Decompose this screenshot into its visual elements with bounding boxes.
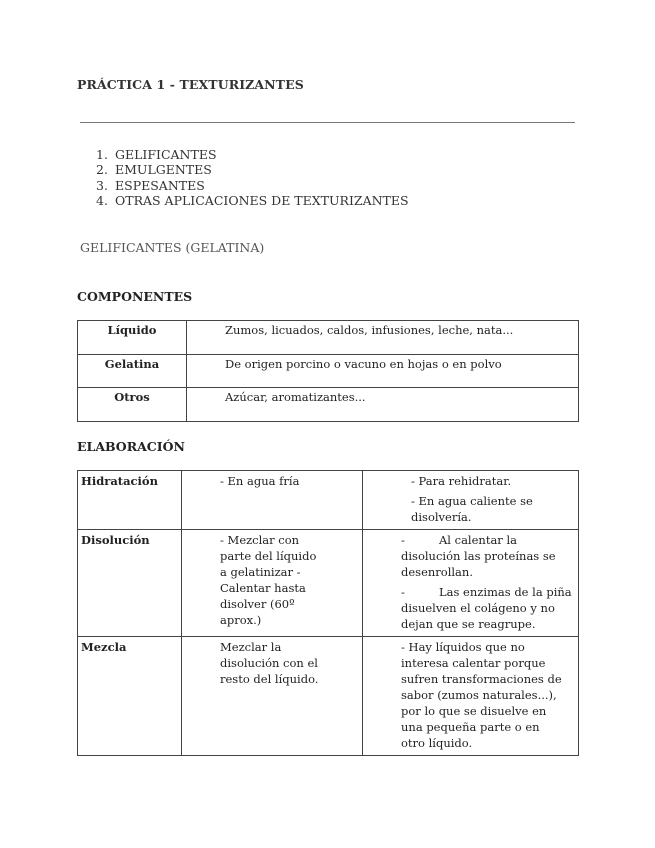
table-cell-value: De origen porcino o vacuno en hojas o en polvo — [187, 355, 579, 388]
list-item — [96, 178, 409, 193]
elaboracion-heading: ELABORACIÓN — [77, 439, 185, 454]
table-cell-key: Gelatina — [78, 355, 187, 388]
list-number: 4. — [96, 192, 108, 208]
table-cell-key: Otros — [78, 388, 187, 422]
table-cell-key: Disolución — [78, 530, 182, 637]
table-cell-value: Azúcar, aromatizantes... — [187, 388, 579, 422]
componentes-table — [77, 320, 579, 422]
note-text: - Hay líquidos que no interesa calentar porque sufren transformaciones de sabor (zumos naturales...), por lo que se disuelve en una pequeña parte o en otro líquido. — [401, 640, 562, 750]
document-title: PRÁCTICA 1 - TEXTURIZANTES — [77, 77, 304, 92]
list-label: OTRAS APLICACIONES DE TEXTURIZANTES — [115, 192, 409, 208]
table-row — [78, 321, 579, 355]
list-item — [96, 147, 409, 162]
section-subtitle: GELIFICANTES (GELATINA) — [80, 240, 265, 255]
note-text: - Para rehidratar. — [411, 474, 512, 488]
componentes-heading: COMPONENTES — [77, 289, 193, 304]
table-cell-notes — [363, 471, 579, 530]
cell-text: - En agua fría — [220, 474, 300, 488]
list-item — [96, 162, 409, 177]
note-text: Al calentar la disolución las proteínas se desenrollan. — [401, 533, 556, 579]
list-label: GELIFICANTES — [115, 147, 217, 162]
table-cell-notes — [363, 637, 579, 756]
table-row — [78, 355, 579, 388]
table-cell-mid — [182, 530, 363, 637]
cell-text: - Mezclar con parte del líquido a gelatinizar - Calentar hasta disolver (60º aprox.) — [220, 533, 317, 627]
table-row — [78, 530, 579, 637]
table-row — [78, 637, 579, 756]
dash-bullet: - — [401, 533, 405, 547]
table-row — [78, 471, 579, 530]
horizontal-rule — [80, 122, 575, 123]
list-number: 1. — [96, 147, 108, 162]
table-cell-value: Zumos, licuados, caldos, infusiones, leche, nata... — [187, 321, 579, 355]
table-row — [78, 388, 579, 422]
note-text: - En agua caliente se disolvería. — [411, 494, 533, 524]
elaboracion-table — [77, 470, 579, 756]
note-paragraph — [401, 532, 576, 580]
cell-text: Mezclar la disolución con el resto del líquido. — [220, 640, 319, 686]
table-cell-key: Mezcla — [78, 637, 182, 756]
note-paragraph — [401, 584, 576, 632]
list-item — [96, 193, 409, 208]
table-cell-mid — [182, 471, 363, 530]
table-cell-key: Líquido — [78, 321, 187, 355]
index-list — [96, 147, 409, 208]
list-label: EMULGENTES — [115, 162, 212, 178]
table-cell-key: Hidratación — [78, 471, 182, 530]
table-cell-notes — [363, 530, 579, 637]
dash-bullet: - — [401, 585, 405, 599]
list-number: 3. — [96, 177, 108, 193]
list-label: ESPESANTES — [115, 177, 205, 193]
note-text: Las enzimas de la piña disuelven el colágeno y no dejan que se reagrupe. — [401, 585, 572, 631]
table-cell-mid — [182, 637, 363, 756]
list-number: 2. — [96, 162, 108, 178]
